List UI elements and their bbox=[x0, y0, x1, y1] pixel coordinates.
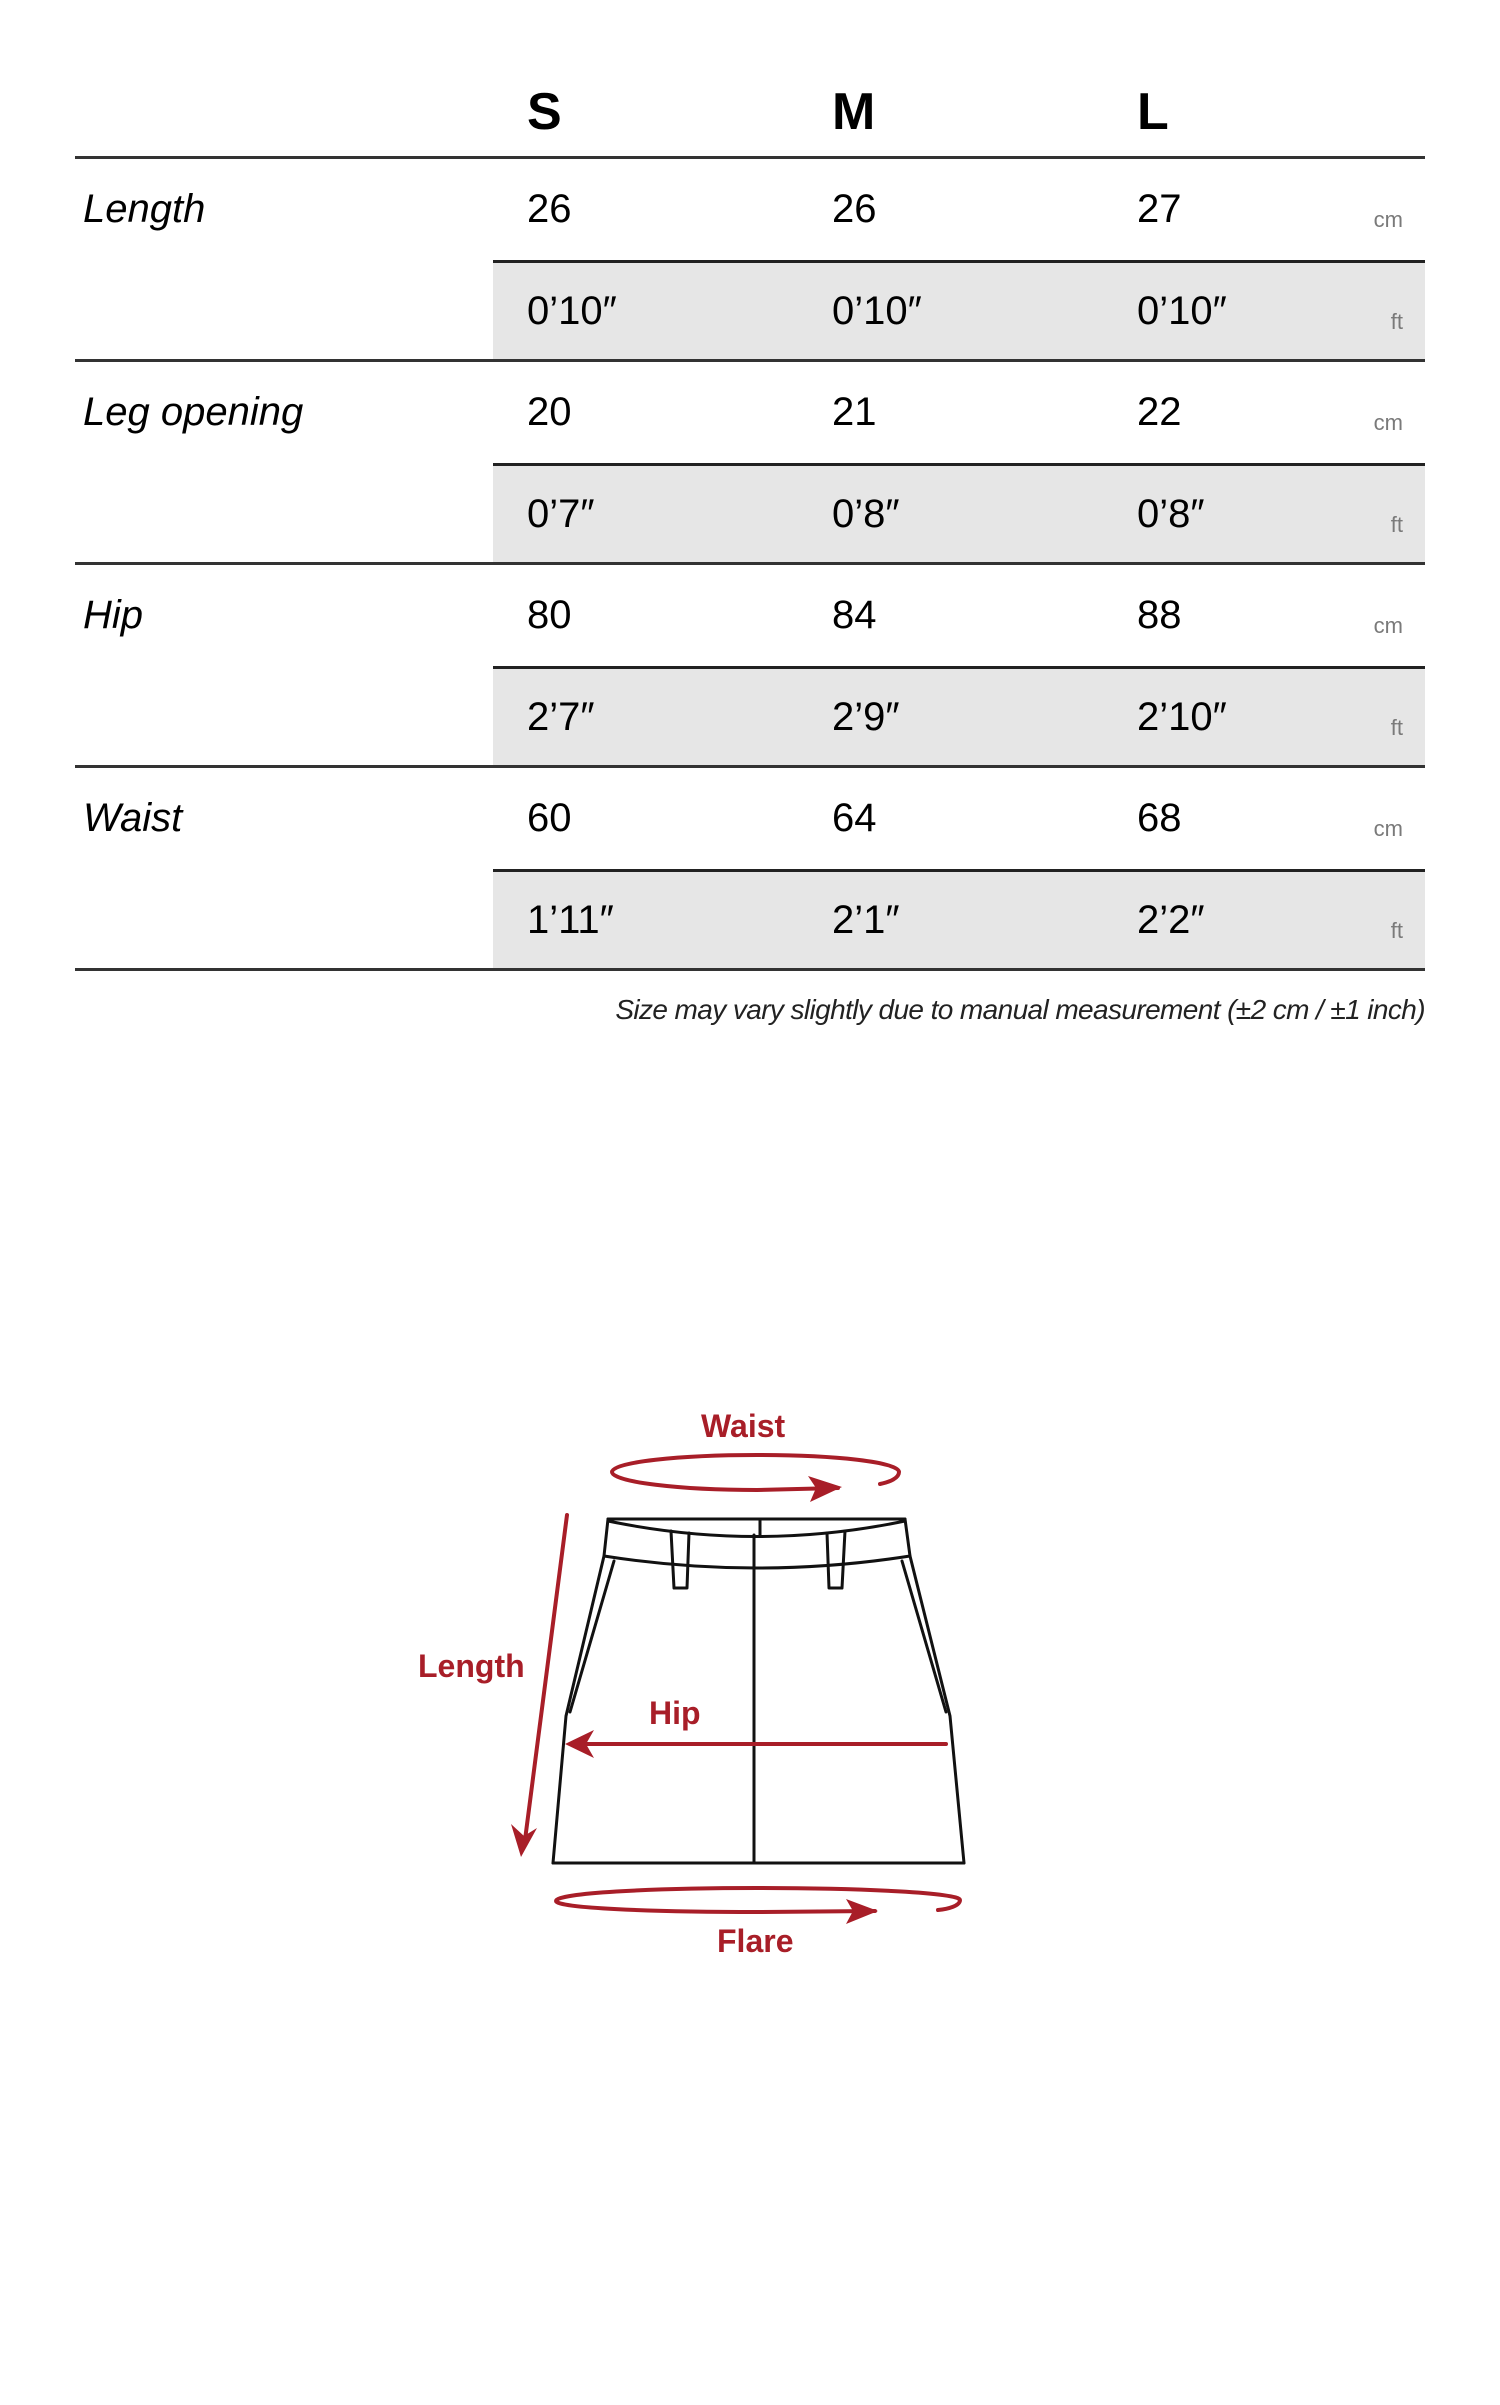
cm-row bbox=[493, 362, 1425, 462]
flare-arrowhead-icon bbox=[846, 1899, 878, 1924]
value-m-ft: 2’9″ bbox=[832, 695, 900, 739]
value-s-ft: 0’7″ bbox=[527, 492, 595, 536]
unit-ft: ft bbox=[1390, 309, 1403, 334]
value-s-cm: 26 bbox=[527, 187, 572, 231]
measurement-label: Length bbox=[83, 187, 206, 231]
value-l-cm: 27 bbox=[1137, 187, 1182, 231]
size-header-s: S bbox=[527, 83, 562, 141]
skirt-outline-icon bbox=[553, 1519, 964, 1863]
size-chart-table bbox=[75, 0, 1425, 971]
measurement-row-hip bbox=[75, 565, 1425, 768]
length-arrowhead-icon bbox=[511, 1824, 537, 1857]
value-l-cm: 88 bbox=[1137, 593, 1182, 637]
measurement-label: Waist bbox=[83, 796, 183, 840]
measurement-row-leg-opening bbox=[75, 362, 1425, 565]
value-l-cm: 22 bbox=[1137, 390, 1182, 434]
unit-cm: cm bbox=[1373, 613, 1403, 638]
value-s-ft: 2’7″ bbox=[527, 695, 595, 739]
length-arrow-icon bbox=[525, 1515, 567, 1840]
value-m-ft: 0’8″ bbox=[832, 492, 900, 536]
value-m-cm: 26 bbox=[832, 187, 877, 231]
unit-cm: cm bbox=[1373, 410, 1403, 435]
flare-arrow-icon bbox=[556, 1888, 960, 1912]
ft-row bbox=[493, 666, 1425, 765]
value-m-cm: 64 bbox=[832, 796, 877, 840]
ft-row bbox=[493, 869, 1425, 968]
measurement-row-length bbox=[75, 159, 1425, 362]
size-header-m: M bbox=[832, 83, 876, 141]
value-s-ft: 0’10″ bbox=[527, 289, 617, 333]
measurement-label: Leg opening bbox=[83, 390, 304, 434]
unit-ft: ft bbox=[1390, 918, 1403, 943]
value-m-cm: 21 bbox=[832, 390, 877, 434]
ft-row bbox=[493, 463, 1425, 562]
hip-arrowhead-icon bbox=[565, 1730, 594, 1758]
cm-row bbox=[493, 768, 1425, 868]
unit-ft: ft bbox=[1390, 715, 1403, 740]
measurement-row-waist bbox=[75, 768, 1425, 971]
unit-cm: cm bbox=[1373, 207, 1403, 232]
size-header-row bbox=[75, 0, 1425, 159]
flare-label: Flare bbox=[717, 1923, 794, 1959]
waist-arrowhead-icon bbox=[808, 1476, 842, 1502]
value-l-ft: 2’2″ bbox=[1137, 898, 1205, 942]
ft-row bbox=[493, 260, 1425, 359]
waist-arrow-icon bbox=[612, 1455, 899, 1490]
hip-label: Hip bbox=[649, 1695, 701, 1731]
value-s-ft: 1’11″ bbox=[527, 898, 614, 942]
cm-row bbox=[493, 159, 1425, 259]
measurement-label: Hip bbox=[83, 593, 144, 637]
value-m-ft: 2’1″ bbox=[832, 898, 900, 942]
unit-cm: cm bbox=[1373, 816, 1403, 841]
value-m-cm: 84 bbox=[832, 593, 877, 637]
value-l-cm: 68 bbox=[1137, 796, 1182, 840]
value-l-ft: 0’8″ bbox=[1137, 492, 1205, 536]
cm-row bbox=[493, 565, 1425, 665]
value-l-ft: 2’10″ bbox=[1137, 695, 1227, 739]
value-s-cm: 80 bbox=[527, 593, 572, 637]
value-l-ft: 0’10″ bbox=[1137, 289, 1227, 333]
value-m-ft: 0’10″ bbox=[832, 289, 922, 333]
value-s-cm: 20 bbox=[527, 390, 572, 434]
size-header-l: L bbox=[1137, 83, 1169, 141]
value-s-cm: 60 bbox=[527, 796, 572, 840]
measurement-disclaimer: Size may vary slightly due to manual measurement (±2 cm / ±1 inch) bbox=[615, 994, 1425, 1025]
unit-ft: ft bbox=[1390, 512, 1403, 537]
waist-label: Waist bbox=[701, 1408, 786, 1444]
length-label: Length bbox=[418, 1648, 525, 1684]
